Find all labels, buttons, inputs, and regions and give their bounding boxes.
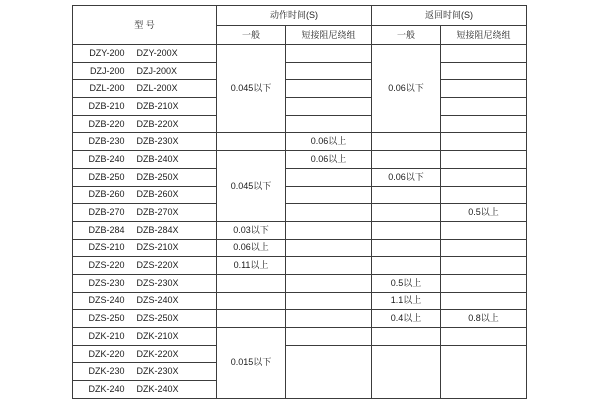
model-cell xyxy=(73,204,217,222)
model-cell xyxy=(73,221,217,239)
action-damped-cell xyxy=(286,204,372,222)
col-header-model: 型 号 xyxy=(73,6,217,45)
table-row xyxy=(73,257,527,275)
model-cell xyxy=(73,133,217,151)
action-damped-cell xyxy=(286,186,372,204)
model-cell xyxy=(73,62,217,80)
return-general-cell: 0.4以上 xyxy=(372,310,441,328)
model-name-x: DZB-240X xyxy=(136,153,179,164)
model-cell xyxy=(73,257,217,275)
return-damped-cell xyxy=(441,186,527,204)
return-general-cell xyxy=(372,221,441,239)
action-damped-cell xyxy=(286,98,372,116)
action-general-cell xyxy=(217,133,286,151)
model-name-x: DZB-250X xyxy=(136,171,179,182)
return-damped-cell xyxy=(441,45,527,63)
model-name: DZB-210 xyxy=(88,100,125,111)
model-cell xyxy=(73,151,217,169)
return-general-cell-merged: 0.06以下 xyxy=(372,45,441,133)
table-row xyxy=(73,133,527,151)
return-general-cell xyxy=(372,257,441,275)
return-damped-cell xyxy=(441,328,527,346)
return-damped-cell xyxy=(441,168,527,186)
return-general-cell xyxy=(372,133,441,151)
model-name: DZB-284 xyxy=(88,224,125,235)
action-general-cell xyxy=(217,274,286,292)
col-header-return-general: 一般 xyxy=(372,26,441,45)
return-damped-cell: 0.5以上 xyxy=(441,204,527,222)
model-cell xyxy=(73,45,217,63)
action-damped-cell-merged xyxy=(286,345,372,398)
spec-table xyxy=(72,5,527,399)
action-damped-cell xyxy=(286,239,372,257)
action-general-cell xyxy=(217,310,286,328)
table-row xyxy=(73,310,527,328)
return-damped-cell xyxy=(441,62,527,80)
model-name-x: DZK-210X xyxy=(136,330,179,341)
table-row xyxy=(73,204,527,222)
table-row xyxy=(73,221,527,239)
model-cell xyxy=(73,98,217,116)
return-general-cell xyxy=(372,328,441,346)
col-header-return-time: 返回时间(S) xyxy=(372,6,527,26)
return-general-cell xyxy=(372,239,441,257)
table-row xyxy=(73,292,527,310)
model-name-x: DZB-260X xyxy=(136,189,179,200)
action-damped-cell xyxy=(286,274,372,292)
action-damped-cell xyxy=(286,221,372,239)
model-name: DZB-240 xyxy=(88,153,125,164)
return-general-cell: 0.06以下 xyxy=(372,168,441,186)
table-row xyxy=(73,62,527,80)
model-name-x: DZK-230X xyxy=(136,366,179,377)
action-general-cell-merged: 0.045以下 xyxy=(217,151,286,222)
model-name-x: DZS-250X xyxy=(136,313,179,324)
return-general-cell xyxy=(372,151,441,169)
col-header-action-damped: 短接阻尼绕组 xyxy=(286,26,372,45)
model-name-x: DZL-200X xyxy=(136,83,178,94)
model-name: DZJ-200 xyxy=(89,65,125,76)
model-name: DZK-230 xyxy=(88,366,125,377)
return-general-cell xyxy=(372,186,441,204)
model-name-x: DZS-240X xyxy=(136,295,179,306)
model-name-x: DZK-220X xyxy=(136,348,179,359)
table-row xyxy=(73,328,527,346)
action-general-cell: 0.06以上 xyxy=(217,239,286,257)
return-general-cell: 1.1以上 xyxy=(372,292,441,310)
model-name-x: DZB-230X xyxy=(136,136,179,147)
model-cell xyxy=(73,292,217,310)
return-damped-cell xyxy=(441,274,527,292)
return-damped-cell-merged xyxy=(441,345,527,398)
model-name: DZY-200 xyxy=(89,47,125,58)
table-row xyxy=(73,115,527,133)
return-damped-cell xyxy=(441,133,527,151)
action-damped-cell xyxy=(286,257,372,275)
model-name: DZS-210 xyxy=(88,242,125,253)
table-row xyxy=(73,274,527,292)
model-cell xyxy=(73,168,217,186)
table-row xyxy=(73,98,527,116)
action-damped-cell: 0.06以上 xyxy=(286,151,372,169)
model-cell xyxy=(73,363,217,381)
return-damped-cell: 0.8以上 xyxy=(441,310,527,328)
model-cell xyxy=(73,186,217,204)
col-header-action-time: 动作时间(S) xyxy=(217,6,372,26)
model-name: DZB-260 xyxy=(88,189,125,200)
action-damped-cell xyxy=(286,328,372,346)
model-name: DZB-230 xyxy=(88,136,125,147)
model-name: DZS-240 xyxy=(88,295,125,306)
model-name: DZK-220 xyxy=(88,348,125,359)
action-general-cell: 0.11以上 xyxy=(217,257,286,275)
return-damped-cell xyxy=(441,292,527,310)
action-general-cell: 0.03以下 xyxy=(217,221,286,239)
action-damped-cell xyxy=(286,62,372,80)
model-cell xyxy=(73,80,217,98)
table-row xyxy=(73,168,527,186)
model-name-x: DZS-220X xyxy=(136,260,179,271)
model-name: DZS-250 xyxy=(88,313,125,324)
model-cell xyxy=(73,274,217,292)
action-damped-cell xyxy=(286,310,372,328)
action-general-cell-merged: 0.015以下 xyxy=(217,328,286,399)
action-damped-cell xyxy=(286,168,372,186)
return-damped-cell xyxy=(441,257,527,275)
table-row xyxy=(73,186,527,204)
action-damped-cell xyxy=(286,45,372,63)
model-cell xyxy=(73,328,217,346)
model-name: DZB-250 xyxy=(88,171,125,182)
action-damped-cell xyxy=(286,292,372,310)
model-name-x: DZY-200X xyxy=(136,47,178,58)
model-name-x: DZK-240X xyxy=(136,383,179,394)
return-damped-cell xyxy=(441,239,527,257)
model-name: DZS-230 xyxy=(88,277,125,288)
action-general-cell xyxy=(217,292,286,310)
table-row xyxy=(73,151,527,169)
table-row xyxy=(73,80,527,98)
table-row xyxy=(73,239,527,257)
return-damped-cell xyxy=(441,115,527,133)
action-damped-cell xyxy=(286,115,372,133)
return-damped-cell xyxy=(441,98,527,116)
model-name-x: DZB-284X xyxy=(136,224,179,235)
return-general-cell: 0.5以上 xyxy=(372,274,441,292)
col-header-action-general: 一般 xyxy=(217,26,286,45)
model-cell xyxy=(73,345,217,363)
model-name-x: DZS-210X xyxy=(136,242,179,253)
return-damped-cell xyxy=(441,221,527,239)
model-name: DZK-210 xyxy=(88,330,125,341)
action-general-cell-merged: 0.045以下 xyxy=(217,45,286,133)
model-name-x: DZB-210X xyxy=(136,100,179,111)
model-name-x: DZS-230X xyxy=(136,277,179,288)
return-general-cell-merged xyxy=(372,345,441,398)
model-cell xyxy=(73,310,217,328)
model-name: DZB-270 xyxy=(88,207,125,218)
model-cell xyxy=(73,381,217,399)
table-row xyxy=(73,45,527,63)
model-name-x: DZB-220X xyxy=(136,118,179,129)
model-cell xyxy=(73,115,217,133)
model-name-x: DZB-270X xyxy=(136,207,179,218)
table-row xyxy=(73,345,527,363)
model-name: DZL-200 xyxy=(89,83,125,94)
model-name: DZK-240 xyxy=(88,383,125,394)
return-general-cell xyxy=(372,204,441,222)
model-name: DZB-220 xyxy=(88,118,125,129)
col-header-return-damped: 短接阻尼绕组 xyxy=(441,26,527,45)
model-cell xyxy=(73,239,217,257)
return-damped-cell xyxy=(441,151,527,169)
action-damped-cell xyxy=(286,80,372,98)
action-damped-cell: 0.06以上 xyxy=(286,133,372,151)
model-name-x: DZJ-200X xyxy=(136,65,178,76)
return-damped-cell xyxy=(441,80,527,98)
model-name: DZS-220 xyxy=(88,260,125,271)
